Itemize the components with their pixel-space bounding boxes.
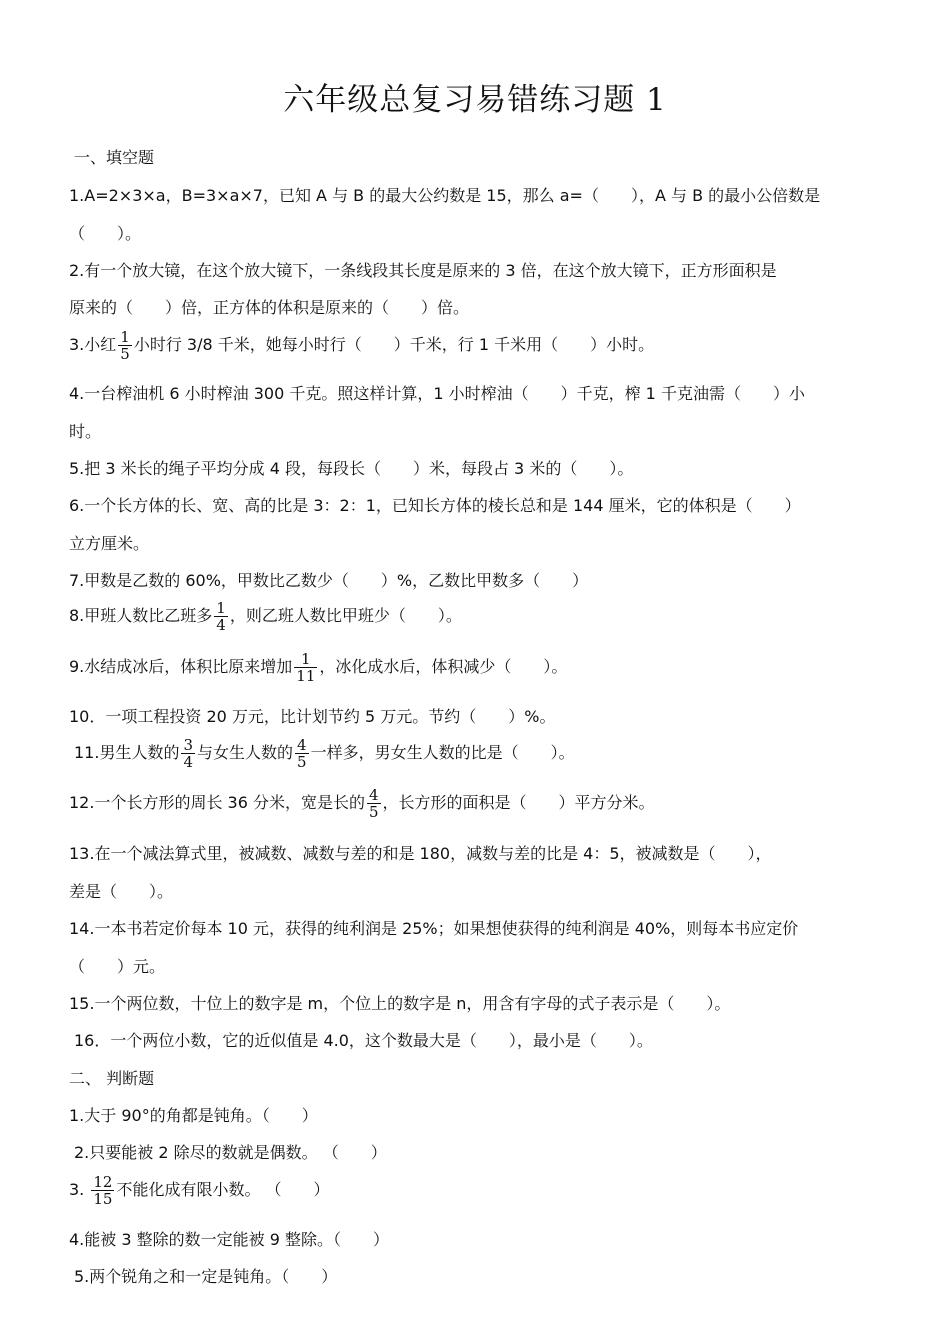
- fraction-denominator: 15: [93, 1190, 113, 1208]
- question-6-line-2: 立方厘米。: [69, 534, 150, 553]
- question-13-line-2: 差是（ ）。: [69, 882, 174, 901]
- question-8-prefix: 8.甲班人数比乙班多: [69, 606, 213, 625]
- fraction-4-5: [295, 737, 309, 770]
- question-16: 16．一个两位小数，它的近似值是 4.0，这个数最大是（ ），最小是（ ）。: [74, 1031, 653, 1050]
- judge-2: 2.只要能被 2 除尽的数就是偶数。 （ ）: [74, 1143, 387, 1162]
- fraction-denominator: 5: [120, 345, 130, 363]
- question-11-suffix: 一样多，男女生人数的比是（ ）。: [310, 743, 575, 762]
- fraction-numerator: 1: [294, 651, 317, 668]
- fraction-1-5: [118, 329, 132, 362]
- section-heading-fill: 一、填空题: [74, 148, 155, 167]
- judge-1: 1.大于 90°的角都是钝角。（ ）: [69, 1106, 318, 1125]
- fraction-3-4: [181, 737, 195, 770]
- page-title: 六年级总复习易错练习题 1: [283, 82, 667, 118]
- judge-3: [69, 1174, 909, 1207]
- fraction-denominator: 4: [216, 616, 226, 634]
- question-4-line-2: 时。: [69, 422, 102, 441]
- fraction-1-4: [214, 600, 228, 633]
- question-13-line-1: 13.在一个减法算式里，被减数、减数与差的和是 180，减数与差的比是 4：5，被减数是（ ），: [69, 844, 772, 863]
- fraction-numerator: 4: [368, 786, 379, 804]
- question-9-suffix: ，冰化成水后，体积减少（ ）。: [319, 657, 568, 676]
- judge-4: 4.能被 3 整除的数一定能被 9 整除。（ ）: [69, 1230, 389, 1249]
- fraction-numerator: 3: [183, 736, 193, 754]
- fraction-1-11: [294, 651, 317, 684]
- question-12-suffix: ，长方形的面积是（ ）平方分米。: [382, 793, 655, 812]
- question-1-line-1: 1.A=2×3×a，B=3×a×7，已知 A 与 B 的最大公约数是 15，那么 a=（ ），A 与 B 的最小公倍数是: [69, 186, 821, 205]
- fraction-numerator: 12: [93, 1173, 113, 1191]
- fraction-denominator: 11: [296, 667, 316, 685]
- fraction-numerator: 4: [297, 736, 307, 754]
- question-11-prefix: 11.男生人数的: [74, 743, 180, 762]
- question-14-line-1: 14.一本书若定价每本 10 元，获得的纯利润是 25%；如果想使获得的纯利润是 40%，则每本书应定价: [69, 919, 799, 938]
- question-5: 5.把 3 米长的绳子平均分成 4 段，每段长（ ）米，每段占 3 米的（ ）。: [69, 459, 634, 478]
- question-2-line-2: 原来的（ ）倍，正方体的体积是原来的（ ）倍。: [69, 298, 470, 317]
- question-7: 7.甲数是乙数的 60%，甲数比乙数少（ ）%，乙数比甲数多（ ）: [69, 571, 589, 590]
- question-4-line-1: 4.一台榨油机 6 小时榨油 300 千克。照这样计算，1 小时榨油（ ）千克，榨 1 千克油需（ ）小: [69, 384, 805, 403]
- question-8: [69, 600, 909, 633]
- judge-3-suffix: 不能化成有限小数。 （ ）: [116, 1180, 330, 1199]
- question-1-line-2: （ ）。: [69, 224, 142, 243]
- fraction-4-5: [367, 787, 381, 820]
- fraction-12-15: [91, 1174, 114, 1207]
- judge-5: 5.两个锐角之和一定是钝角。（ ）: [74, 1267, 338, 1286]
- question-15: 15.一个两位数，十位上的数字是 m，个位上的数字是 n，用含有字母的式子表示是（ ）。: [69, 994, 731, 1013]
- question-9-prefix: 9.水结成冰后，体积比原来增加: [69, 657, 293, 676]
- question-3: [69, 329, 909, 362]
- question-8-suffix: ，则乙班人数比甲班少（ ）。: [229, 606, 462, 625]
- fraction-numerator: 1: [120, 328, 130, 346]
- question-3-suffix: 小时行 3/8 千米，她每小时行（ ）千米，行 1 千米用（ ）小时。: [133, 335, 655, 354]
- question-9: [69, 651, 909, 684]
- question-12: [69, 787, 909, 820]
- question-2-line-1: 2.有一个放大镜，在这个放大镜下，一条线段其长度是原来的 3 倍，在这个放大镜下，正方形面积是: [69, 261, 777, 280]
- question-12-prefix: 12.一个长方形的周长 36 分米，宽是长的: [69, 793, 365, 812]
- question-10: 10．一项工程投资 20 万元，比计划节约 5 万元。节约（ ）%。: [69, 707, 556, 726]
- question-11-middle: 与女生人数的: [197, 743, 294, 762]
- question-14-line-2: （ ）元。: [69, 957, 166, 976]
- question-6-line-1: 6.一个长方体的长、宽、高的比是 3：2：1，已知长方体的棱长总和是 144 厘米，它的体积是（ ）: [69, 496, 801, 515]
- fraction-numerator: 1: [216, 599, 226, 617]
- fraction-denominator: 4: [183, 753, 193, 771]
- section-heading-judge: 二、 判断题: [69, 1069, 155, 1088]
- question-3-prefix: 3.小红: [69, 335, 117, 354]
- judge-3-prefix: 3.: [69, 1180, 85, 1199]
- fraction-denominator: 5: [368, 803, 379, 821]
- fraction-denominator: 5: [297, 753, 307, 771]
- question-11: [74, 737, 914, 770]
